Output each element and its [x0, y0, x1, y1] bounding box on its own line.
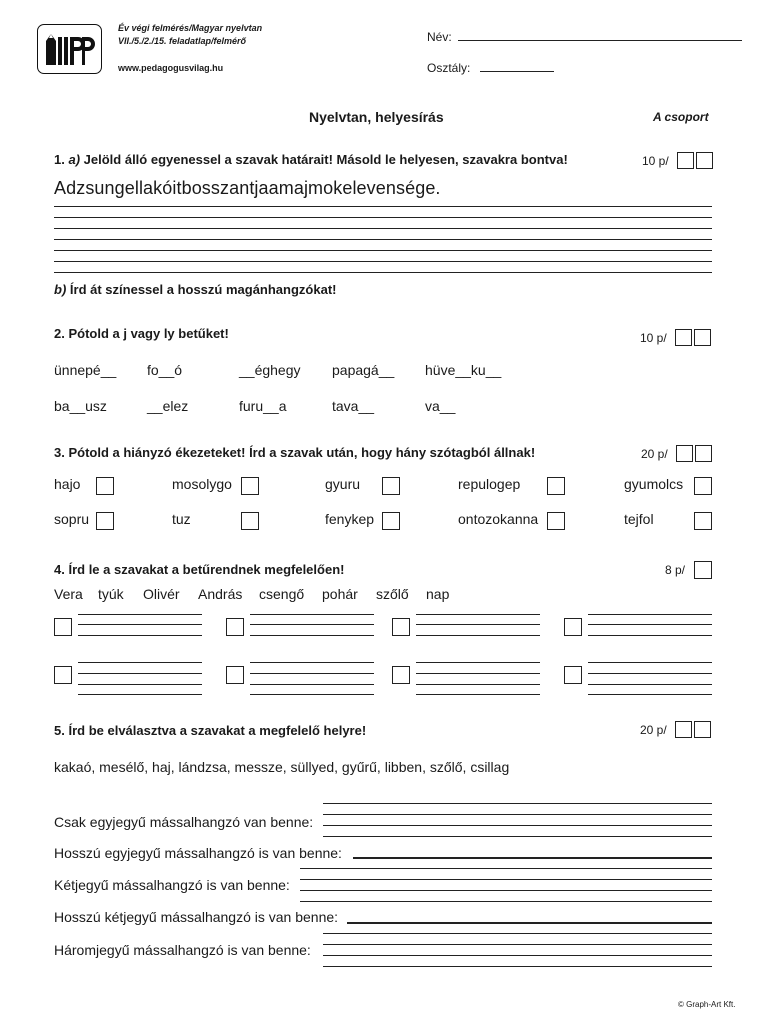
- task2-heading: [54, 326, 229, 341]
- task3-word: sopru: [54, 511, 90, 527]
- task4-points: 8 p/: [665, 563, 686, 577]
- answer-line[interactable]: [353, 857, 712, 859]
- category-label: Csak egyjegyű mássalhangzó van benne:: [54, 814, 314, 830]
- answer-line[interactable]: [250, 673, 374, 674]
- syllable-box[interactable]: [547, 477, 565, 495]
- syllable-box[interactable]: [694, 512, 712, 530]
- answer-line[interactable]: [250, 624, 374, 625]
- answer-line[interactable]: [323, 825, 712, 826]
- answer-line[interactable]: [250, 662, 374, 663]
- task4-word: tyúk: [98, 586, 124, 602]
- answer-line[interactable]: [300, 879, 712, 880]
- order-box[interactable]: [392, 666, 410, 684]
- order-box[interactable]: [564, 666, 582, 684]
- answer-line[interactable]: [323, 836, 712, 837]
- answer-line[interactable]: [300, 868, 712, 869]
- header-url: www.pedagogusvilag.hu: [118, 63, 224, 73]
- task4-number: 4.: [54, 562, 65, 577]
- task2-score-box-2[interactable]: [694, 329, 711, 346]
- task3-word: gyumolcs: [624, 476, 684, 492]
- syllable-box[interactable]: [96, 512, 114, 530]
- task2-word: fo__ó: [147, 362, 183, 378]
- task2-word: va__: [425, 398, 456, 414]
- task5-score-box-1[interactable]: [675, 721, 692, 738]
- answer-line[interactable]: [78, 614, 202, 615]
- task1-sentence: Adzsungellakóitbosszantjaamajmokelevensége.: [54, 178, 441, 198]
- task3-word: gyuru: [325, 476, 361, 492]
- order-box[interactable]: [54, 618, 72, 636]
- order-box[interactable]: [226, 666, 244, 684]
- answer-line[interactable]: [416, 614, 540, 615]
- answer-line[interactable]: [323, 814, 712, 815]
- task3-word: repulogep: [458, 476, 521, 492]
- header-line-2: VII./5./2./15. feladatlap/felmérő: [118, 36, 247, 46]
- task3-word: tuz: [172, 511, 191, 527]
- syllable-box[interactable]: [382, 512, 400, 530]
- answer-line[interactable]: [588, 614, 712, 615]
- answer-line[interactable]: [300, 901, 712, 902]
- order-box[interactable]: [226, 618, 244, 636]
- task4-word: pohár: [322, 586, 358, 602]
- task2-word: __elez: [147, 398, 189, 414]
- task2-score-box-1[interactable]: [675, 329, 692, 346]
- answer-line[interactable]: [323, 955, 712, 956]
- writing-line[interactable]: [54, 239, 712, 240]
- task1-score-box-1[interactable]: [677, 152, 694, 169]
- answer-line[interactable]: [78, 684, 202, 685]
- task4-heading: [54, 562, 344, 577]
- copyright-footer: © Graph-Art Kft.: [678, 1000, 736, 1009]
- task1-part-b: b): [54, 282, 67, 297]
- task5-text: Írd be elválasztva a szavakat a megfelelő helyre!: [68, 723, 367, 738]
- order-box[interactable]: [564, 618, 582, 636]
- answer-line[interactable]: [78, 673, 202, 674]
- task4-word: szőlő: [376, 586, 409, 602]
- answer-line[interactable]: [588, 673, 712, 674]
- task4-word: Vera: [54, 586, 83, 602]
- task2-points: 10 p/: [640, 331, 667, 345]
- syllable-box[interactable]: [241, 477, 259, 495]
- writing-line[interactable]: [54, 228, 712, 229]
- class-label: Osztály:: [427, 61, 471, 75]
- answer-line[interactable]: [416, 673, 540, 674]
- task2-word: ünnepé__: [54, 362, 117, 378]
- writing-line[interactable]: [54, 206, 712, 207]
- task1-points: 10 p/: [642, 154, 669, 168]
- task4-score-box[interactable]: [694, 561, 712, 579]
- header-line-1: Év végi felmérés/Magyar nyelvtan: [118, 23, 263, 33]
- task2-word: papagá__: [332, 362, 395, 378]
- order-box[interactable]: [54, 666, 72, 684]
- task3-word: fenykep: [325, 511, 375, 527]
- task1-part-a: a): [68, 152, 81, 167]
- answer-line[interactable]: [250, 684, 374, 685]
- task5-word-list: kakaó, mesélő, haj, lándzsa, messze, süllyed, gyűrű, libben, szőlő, csillag: [54, 759, 510, 775]
- writing-line[interactable]: [54, 261, 712, 262]
- task2-text: Pótold a j vagy ly betűket!: [68, 326, 229, 341]
- answer-line[interactable]: [78, 635, 202, 636]
- task5-number: 5.: [54, 723, 65, 738]
- syllable-box[interactable]: [694, 477, 712, 495]
- task5-heading: [54, 723, 366, 738]
- task2-word: ba__usz: [54, 398, 107, 414]
- pencil-logo-icon: [38, 25, 100, 72]
- syllable-box[interactable]: [96, 477, 114, 495]
- task1b-text: Írd át színessel a hosszú magánhangzókat!: [69, 282, 337, 297]
- answer-line[interactable]: [416, 684, 540, 685]
- answer-line[interactable]: [323, 966, 712, 967]
- task1b-heading: [54, 282, 336, 297]
- task3-number: 3.: [54, 445, 65, 460]
- task1-number: 1.: [54, 152, 65, 167]
- answer-line[interactable]: [588, 684, 712, 685]
- publisher-logo: [37, 24, 102, 74]
- task3-text: Pótold a hiányzó ékezeteket! Írd a szavak után, hogy hány szótagból állnak!: [68, 445, 536, 460]
- task3-word: tejfol: [624, 511, 654, 527]
- answer-line[interactable]: [300, 890, 712, 891]
- name-field[interactable]: [458, 40, 742, 41]
- answer-line[interactable]: [416, 624, 540, 625]
- task2-word: __éghegy: [239, 362, 301, 378]
- task4-text: Írd le a szavakat a betűrendnek megfelelően!: [68, 562, 345, 577]
- task3-score-box-1[interactable]: [676, 445, 693, 462]
- order-box[interactable]: [392, 618, 410, 636]
- syllable-box[interactable]: [382, 477, 400, 495]
- group-label: A csoport: [653, 110, 709, 124]
- answer-line[interactable]: [78, 694, 202, 695]
- task4-word: csengő: [259, 586, 305, 602]
- answer-line[interactable]: [250, 694, 374, 695]
- task1-text: Jelöld álló egyenessel a szavak határait! Másold le helyesen, szavakra bontva!: [83, 152, 568, 167]
- task3-score-box-2[interactable]: [695, 445, 712, 462]
- writing-line[interactable]: [54, 272, 712, 273]
- answer-line[interactable]: [323, 933, 712, 934]
- answer-line[interactable]: [416, 635, 540, 636]
- category-label: Kétjegyű mássalhangzó is van benne:: [54, 877, 290, 893]
- answer-line[interactable]: [347, 922, 712, 924]
- answer-line[interactable]: [78, 624, 202, 625]
- task1-score-box-2[interactable]: [696, 152, 713, 169]
- answer-line[interactable]: [250, 635, 374, 636]
- answer-line[interactable]: [588, 635, 712, 636]
- category-label: Hosszú egyjegyű mássalhangzó is van benne:: [54, 845, 342, 861]
- task4-word: András: [198, 586, 243, 602]
- page-title: Nyelvtan, helyesírás: [309, 109, 444, 125]
- writing-line[interactable]: [54, 250, 712, 251]
- task5-score-box-2[interactable]: [694, 721, 711, 738]
- answer-line[interactable]: [588, 624, 712, 625]
- category-label: Háromjegyű mássalhangzó is van benne:: [54, 942, 311, 958]
- writing-line[interactable]: [54, 217, 712, 218]
- task3-word: ontozokanna: [458, 511, 539, 527]
- task3-heading: [54, 445, 535, 460]
- task4-word: Olivér: [143, 586, 180, 602]
- category-label: Hosszú kétjegyű mássalhangzó is van benne:: [54, 909, 339, 925]
- answer-line[interactable]: [588, 662, 712, 663]
- syllable-box[interactable]: [547, 512, 565, 530]
- task2-word: tava__: [332, 398, 375, 414]
- task2-word: furu__a: [239, 398, 287, 414]
- task3-word: hajo: [54, 476, 81, 492]
- task3-points: 20 p/: [641, 447, 668, 461]
- answer-line[interactable]: [250, 614, 374, 615]
- task4-word: nap: [426, 586, 450, 602]
- answer-line[interactable]: [416, 694, 540, 695]
- syllable-box[interactable]: [241, 512, 259, 530]
- task3-word: mosolygo: [172, 476, 232, 492]
- task2-number: 2.: [54, 326, 65, 341]
- task5-points: 20 p/: [640, 723, 667, 737]
- name-label: Név:: [427, 30, 452, 44]
- task1-heading: [54, 152, 568, 167]
- answer-line[interactable]: [78, 662, 202, 663]
- task2-word: hüve__ku__: [425, 362, 502, 378]
- class-field[interactable]: [480, 71, 554, 72]
- answer-line[interactable]: [588, 694, 712, 695]
- answer-line[interactable]: [416, 662, 540, 663]
- answer-line[interactable]: [323, 803, 712, 804]
- answer-line[interactable]: [323, 944, 712, 945]
